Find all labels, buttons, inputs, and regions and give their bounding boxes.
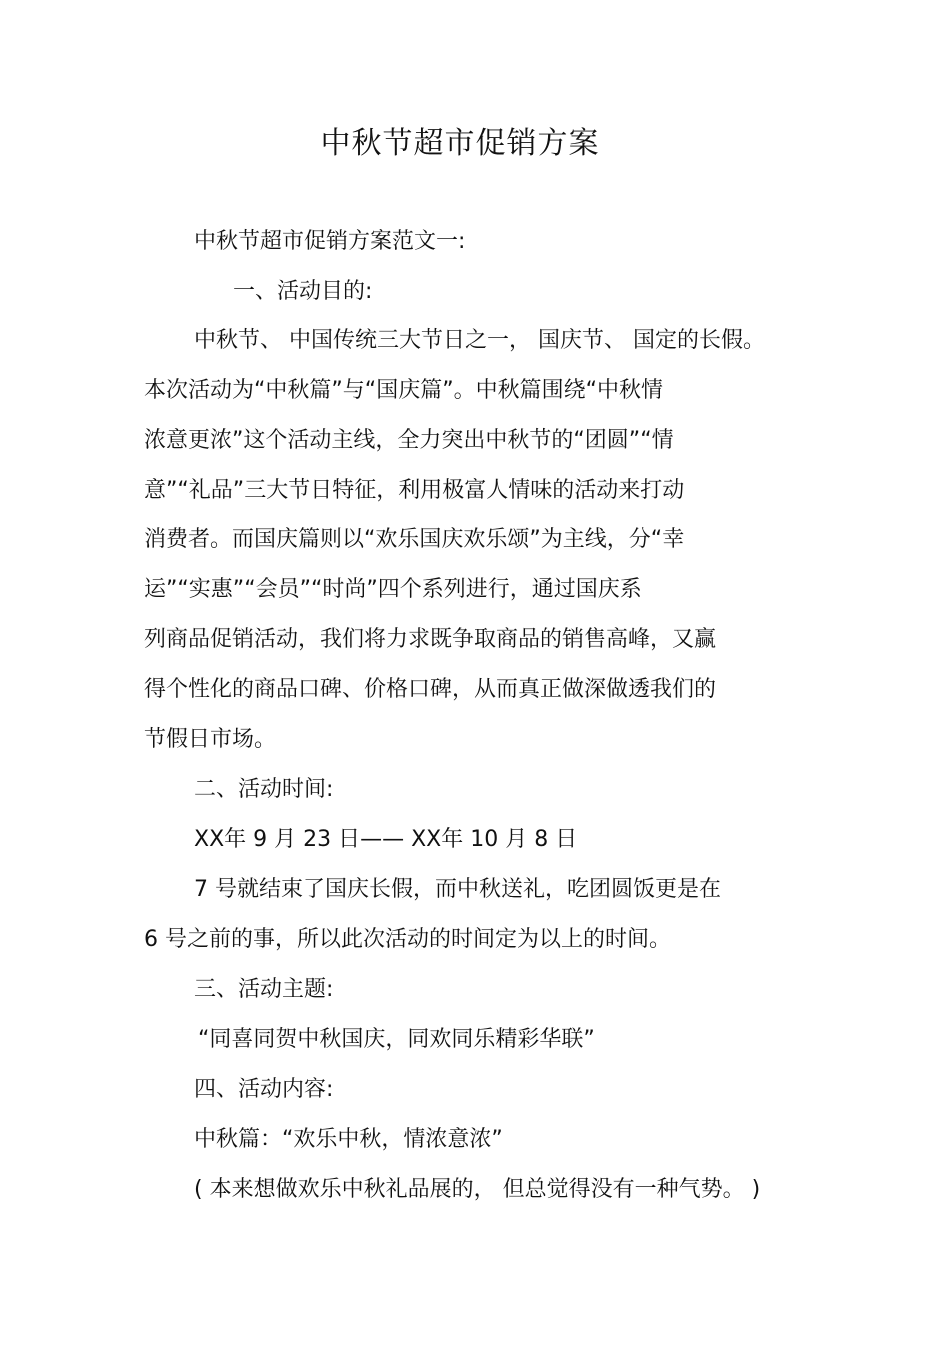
paragraph-line: 6 号之前的事，所以此次活动的时间定为以上的时间。 — [144, 927, 671, 952]
paragraph-line: 中秋篇：“欢乐中秋，情浓意浓” — [194, 1127, 503, 1152]
paragraph-line: 运”“实惠”“会员”“时尚”四个系列进行，通过国庆系 — [144, 577, 642, 602]
paragraph-line: 7 号就结束了国庆长假，而中秋送礼，吃团圆饭更是在 — [194, 877, 721, 902]
section-heading: 四、活动内容: — [194, 1077, 334, 1102]
paragraph-line: 得个性化的商品口碑、价格口碑，从而真正做深做透我们的 — [144, 677, 717, 702]
paragraph-line: 列商品促销活动，我们将力求既争取商品的销售高峰，又赢 — [144, 627, 717, 652]
paragraph-line: ( 本来想做欢乐中秋礼品展的， 但总觉得没有一种气势。 ) — [194, 1177, 761, 1202]
document-title: 中秋节超市促销方案 — [320, 126, 600, 161]
section-heading: 二、活动时间: — [194, 777, 334, 802]
paragraph-line: 浓意更浓”这个活动主线，全力突出中秋节的“团圆”“情 — [144, 428, 674, 453]
paragraph-line: “同喜同贺中秋国庆，同欢同乐精彩华联” — [198, 1027, 595, 1052]
paragraph-line: XX年 9 月 23 日—— XX年 10 月 8 日 — [194, 827, 578, 852]
paragraph-line: 消费者。而国庆篇则以“欢乐国庆欢乐颂”为主线，分“幸 — [144, 527, 685, 552]
paragraph-line: 节假日市场。 — [144, 727, 277, 752]
paragraph-line: 意”“礼品”三大节日特征，利用极富人情味的活动来打动 — [144, 478, 685, 503]
paragraph-line: 中秋节、 中国传统三大节日之一， 国庆节、 国定的长假。 — [194, 328, 765, 353]
section-heading: 三、活动主题: — [194, 977, 334, 1002]
section-heading: 一、活动目的: — [233, 279, 373, 304]
paragraph-line: 本次活动为“中秋篇”与“国庆篇”。中秋篇围绕“中秋情 — [144, 378, 663, 403]
paragraph-line: 中秋节超市促销方案范文一: — [194, 229, 466, 254]
